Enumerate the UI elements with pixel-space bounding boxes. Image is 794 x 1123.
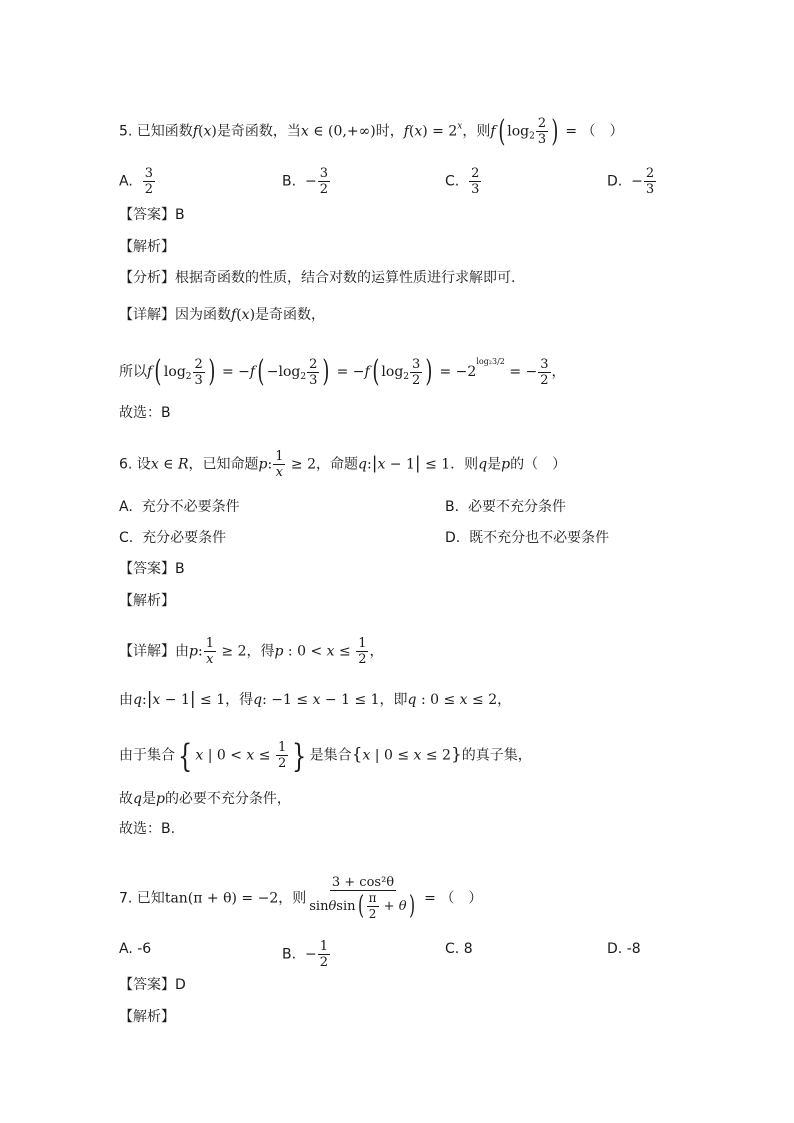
q5-pow-base: 2	[448, 123, 458, 140]
q5-f: f	[192, 123, 198, 140]
q5-pow-exp: x	[457, 121, 463, 132]
q5-derivation: 所以f( $\log_2$ $\frac{2}{3}$ ) = $-f( -\log_2$ $\frac{2}{3}$ ) = −f( $\log_2$ $\frac{3}{2}$ ) = $-2^{log_23/2}$ = − $\frac{3}{2}$ ，	[119, 354, 566, 389]
q6-detail-1: 【详解】由p: $\frac{1}{x}$ ≥ 2，得p : 0 < x ≤ $\frac{1}{2}$ ，	[119, 636, 384, 667]
q7-option-a: A. -6	[119, 941, 152, 957]
q7-option-c: C. 8	[445, 941, 473, 957]
q5-detail: 【详解】因为函数f(x)是奇函数，	[119, 307, 326, 323]
q6-detail-4: 故q是p的必要不充分条件，	[119, 791, 291, 807]
q5-interval: (0,+∞)	[328, 123, 376, 140]
q6-option-d: D. 既不充分也不必要条件	[445, 530, 610, 546]
q5-t2: 时，	[375, 123, 404, 140]
q7-jiexi: 【解析】	[119, 1009, 175, 1025]
q6-option-a: A. 充分不必要条件	[119, 499, 240, 515]
q5-frac: $\frac{2}{3}$	[537, 116, 547, 147]
q7-stem: 7. 已知tan(π + θ) = −2，则 3 + cos²θ sinθsin( $\frac{\pi}{2}$ + θ) = （ ）	[119, 875, 483, 921]
q7-condition: tan(π + θ) = −2	[164, 890, 279, 907]
q5-end: （ ）	[581, 123, 624, 140]
q5-option-c: C. $\frac{2}{3}$	[445, 166, 480, 197]
q6-detail-3: 由于集合{ x | 0 < x ≤ $\frac{1}{2}$ } 是集合{x | 0 ≤ x ≤ 2}的真子集，	[119, 736, 532, 775]
q5-answer: 【答案】B	[119, 207, 185, 223]
q5-x: x	[203, 123, 212, 140]
q6-set: x ∈ R	[150, 456, 189, 473]
q5-t1: 是奇函数，当	[216, 123, 301, 140]
q5-log-base: 2	[529, 131, 535, 142]
q5-fenxi: 【分析】根据奇函数的性质，结合对数的运算性质进行求解即可.	[119, 270, 516, 286]
q5-prefix: 5. 已知函数	[119, 123, 193, 140]
q7-numerator: 3 + cos²θ	[331, 875, 395, 890]
q5-option-b: B. − $\frac{3}{2}$	[282, 166, 328, 197]
q7-option-d: D. -8	[607, 941, 641, 957]
q7-option-b: B. − $\frac{1}{2}$	[282, 939, 328, 970]
q5-option-d: D. − $\frac{2}{3}$	[607, 166, 655, 197]
q6-stem: 6. 设x ∈ R，已知命题p: $\frac{1}{x}$ ≥ 2，命题q:|x − 1| ≤ 1．则q是p的（ ）	[119, 449, 567, 480]
q6-jiexi: 【解析】	[119, 593, 175, 609]
q5-conclusion: 故选：B	[119, 405, 171, 421]
q5-option-a: A. $\frac{3}{2}$	[119, 166, 153, 197]
q6-conclusion: 故选：B.	[119, 821, 176, 837]
q5-t3: ，则	[462, 123, 491, 140]
q6-option-c: C. 充分必要条件	[119, 530, 227, 546]
q5-log: log	[507, 123, 530, 140]
q5-stem: 5. 已知函数f(x)是奇函数，当x ∈ (0,+∞)时，$f(x) = 2^x$，则f( $\log_2$ $\frac{2}{3}$ ) = （ ）	[119, 113, 624, 149]
q6-detail-2: 由q:|x − 1| ≤ 1，得q: −1 ≤ x − 1 ≤ 1，即q : 0 ≤ x ≤ 2，	[119, 689, 512, 709]
q6-option-b: B. 必要不充分条件	[445, 499, 566, 515]
q7-answer: 【答案】D	[119, 977, 186, 993]
q5-jiexi: 【解析】	[119, 239, 175, 255]
q6-answer: 【答案】B	[119, 561, 185, 577]
